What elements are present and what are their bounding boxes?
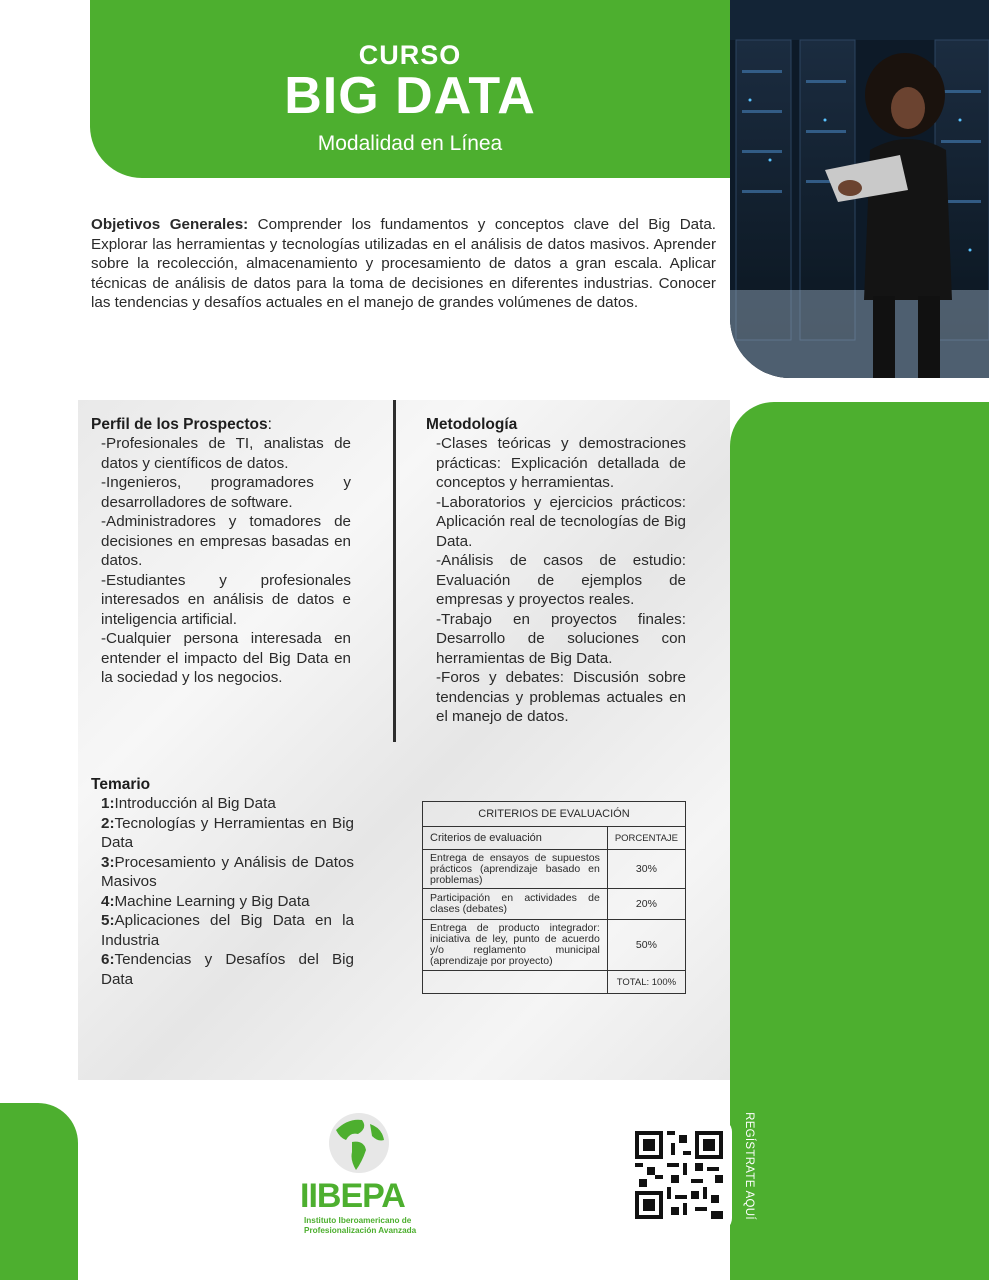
item-text: Procesamiento y Análisis de Datos Masivos [101, 853, 354, 890]
criteria-cell: Entrega de ensayos de supuestos prácticos (aprendizaje basado en problemas) [423, 850, 608, 889]
column-header-percent: PORCENTAJE [607, 827, 685, 850]
item-text: Introducción al Big Data [114, 795, 276, 812]
item-text: Aplicaciones del Big Data en la Industria [101, 912, 354, 949]
header-photo [730, 0, 989, 378]
criteria-cell: Participación en actividades de clases (debates) [423, 889, 608, 920]
syllabus-item [101, 853, 354, 892]
course-title: BIG DATA [284, 67, 536, 125]
empty-cell [423, 971, 608, 994]
table-title: CRITERIOS DE EVALUACIÓN [423, 802, 686, 827]
list-item: -Profesionales de TI, analistas de datos y científicos de datos. [101, 435, 351, 472]
logo-tagline-line2: Profesionalización Avanzada [304, 1226, 417, 1235]
objectives-label: Objetivos Generales: [91, 216, 249, 233]
syllabus-item [101, 814, 354, 853]
item-number: 2: [101, 814, 115, 832]
list-item: -Estudiantes y profesionales interesados en análisis de datos e inteligencia artificial. [101, 571, 351, 628]
item-number: 6: [101, 951, 115, 968]
prospect-profile-title: Perfil de los Prospectos [91, 416, 268, 433]
syllabus-item [101, 911, 354, 950]
column-header-criteria: Criterios de evaluación [423, 827, 608, 850]
methodology-title: Metodología [426, 416, 518, 433]
list-item: -Cualquier persona interesada en entender el impacto del Big Data en la sociedad y los negocios. [101, 630, 351, 686]
list-item: -Foros y debates: Discusión sobre tendencias y problemas actuales en el manejo de datos. [436, 669, 686, 725]
methodology-section [426, 416, 686, 727]
globe-logo-icon [328, 1110, 390, 1176]
table-row [423, 920, 686, 971]
table-header-row [423, 827, 686, 850]
list-item: -Laboratorios y ejercicios prácticos: Aplicación real de tecnologías de Big Data. [436, 493, 686, 550]
footer-decoration [0, 1103, 78, 1280]
item-text: Tecnologías y Herramientas en Big Data [101, 814, 354, 851]
item-number: 1: [101, 795, 115, 812]
column-divider [393, 400, 396, 742]
syllabus-section [91, 776, 354, 989]
objectives-text: Comprender los fundamentos y conceptos clave del Big Data. Explorar las herramientas y tecnologías utilizadas en el análisis de datos masivos. Aprender sobre la recolección, almacenamiento y procesamiento de datos a gran escala. Aplicar técnicas de análisis de datos para la toma de decisiones en diferentes industrias. Conocer las tendencias y desafíos actuales en el manejo de grandes volúmenes de datos. [91, 216, 716, 312]
list-item: -Análisis de casos de estudio: Evaluación de ejemplos de empresas y proyectos reales. [436, 552, 686, 608]
item-number: 5: [101, 912, 115, 929]
side-decoration [730, 402, 989, 1280]
logo-tagline-line1: Instituto Iberoamericano de [304, 1216, 412, 1225]
syllabus-item [101, 950, 354, 989]
list-item: -Administradores y tomadores de decisiones en empresas basadas en datos. [101, 513, 351, 569]
header-banner [90, 0, 730, 178]
section-title [91, 416, 351, 434]
qr-code-icon[interactable] [635, 1130, 723, 1220]
syllabus-title: Temario [91, 776, 151, 793]
list-item: -Clases teóricas y demostraciones prácticas: Explicación detallada de conceptos y herramientas. [436, 435, 686, 491]
item-text: Machine Learning y Big Data [114, 892, 310, 910]
list-item: -Ingenieros, programadores y desarrolladores de software. [101, 474, 351, 511]
course-modality: Modalidad en Línea [317, 132, 503, 155]
table-row [423, 889, 686, 920]
table-row [423, 850, 686, 889]
register-label[interactable]: REGÍSTRATE AQUÍ [743, 1112, 755, 1220]
server-room-image [730, 0, 989, 378]
item-number: 3: [101, 853, 115, 871]
total-cell: TOTAL: 100% [607, 971, 685, 994]
percent-cell: 50% [607, 920, 685, 971]
prospect-profile-section [91, 416, 351, 688]
evaluation-table [422, 801, 686, 994]
course-label: CURSO [358, 40, 462, 70]
percent-cell: 30% [607, 850, 685, 889]
objectives-paragraph [91, 215, 716, 313]
criteria-cell: Entrega de producto integrador: iniciativa de ley, punto de acuerdo y/o reglamento municipal (aprendizaje por proyecto) [423, 920, 608, 971]
item-text: Tendencias y Desafíos del Big Data [101, 951, 354, 988]
syllabus-item [101, 892, 354, 912]
percent-cell: 20% [607, 889, 685, 920]
item-number: 4: [101, 892, 115, 910]
title-colon: : [267, 416, 272, 433]
syllabus-item [101, 794, 354, 814]
logo-wordmark: IIBEPA [300, 1177, 405, 1215]
table-total-row [423, 971, 686, 994]
list-item: -Trabajo en proyectos finales: Desarrollo de soluciones con herramientas de Big Data. [436, 610, 686, 667]
